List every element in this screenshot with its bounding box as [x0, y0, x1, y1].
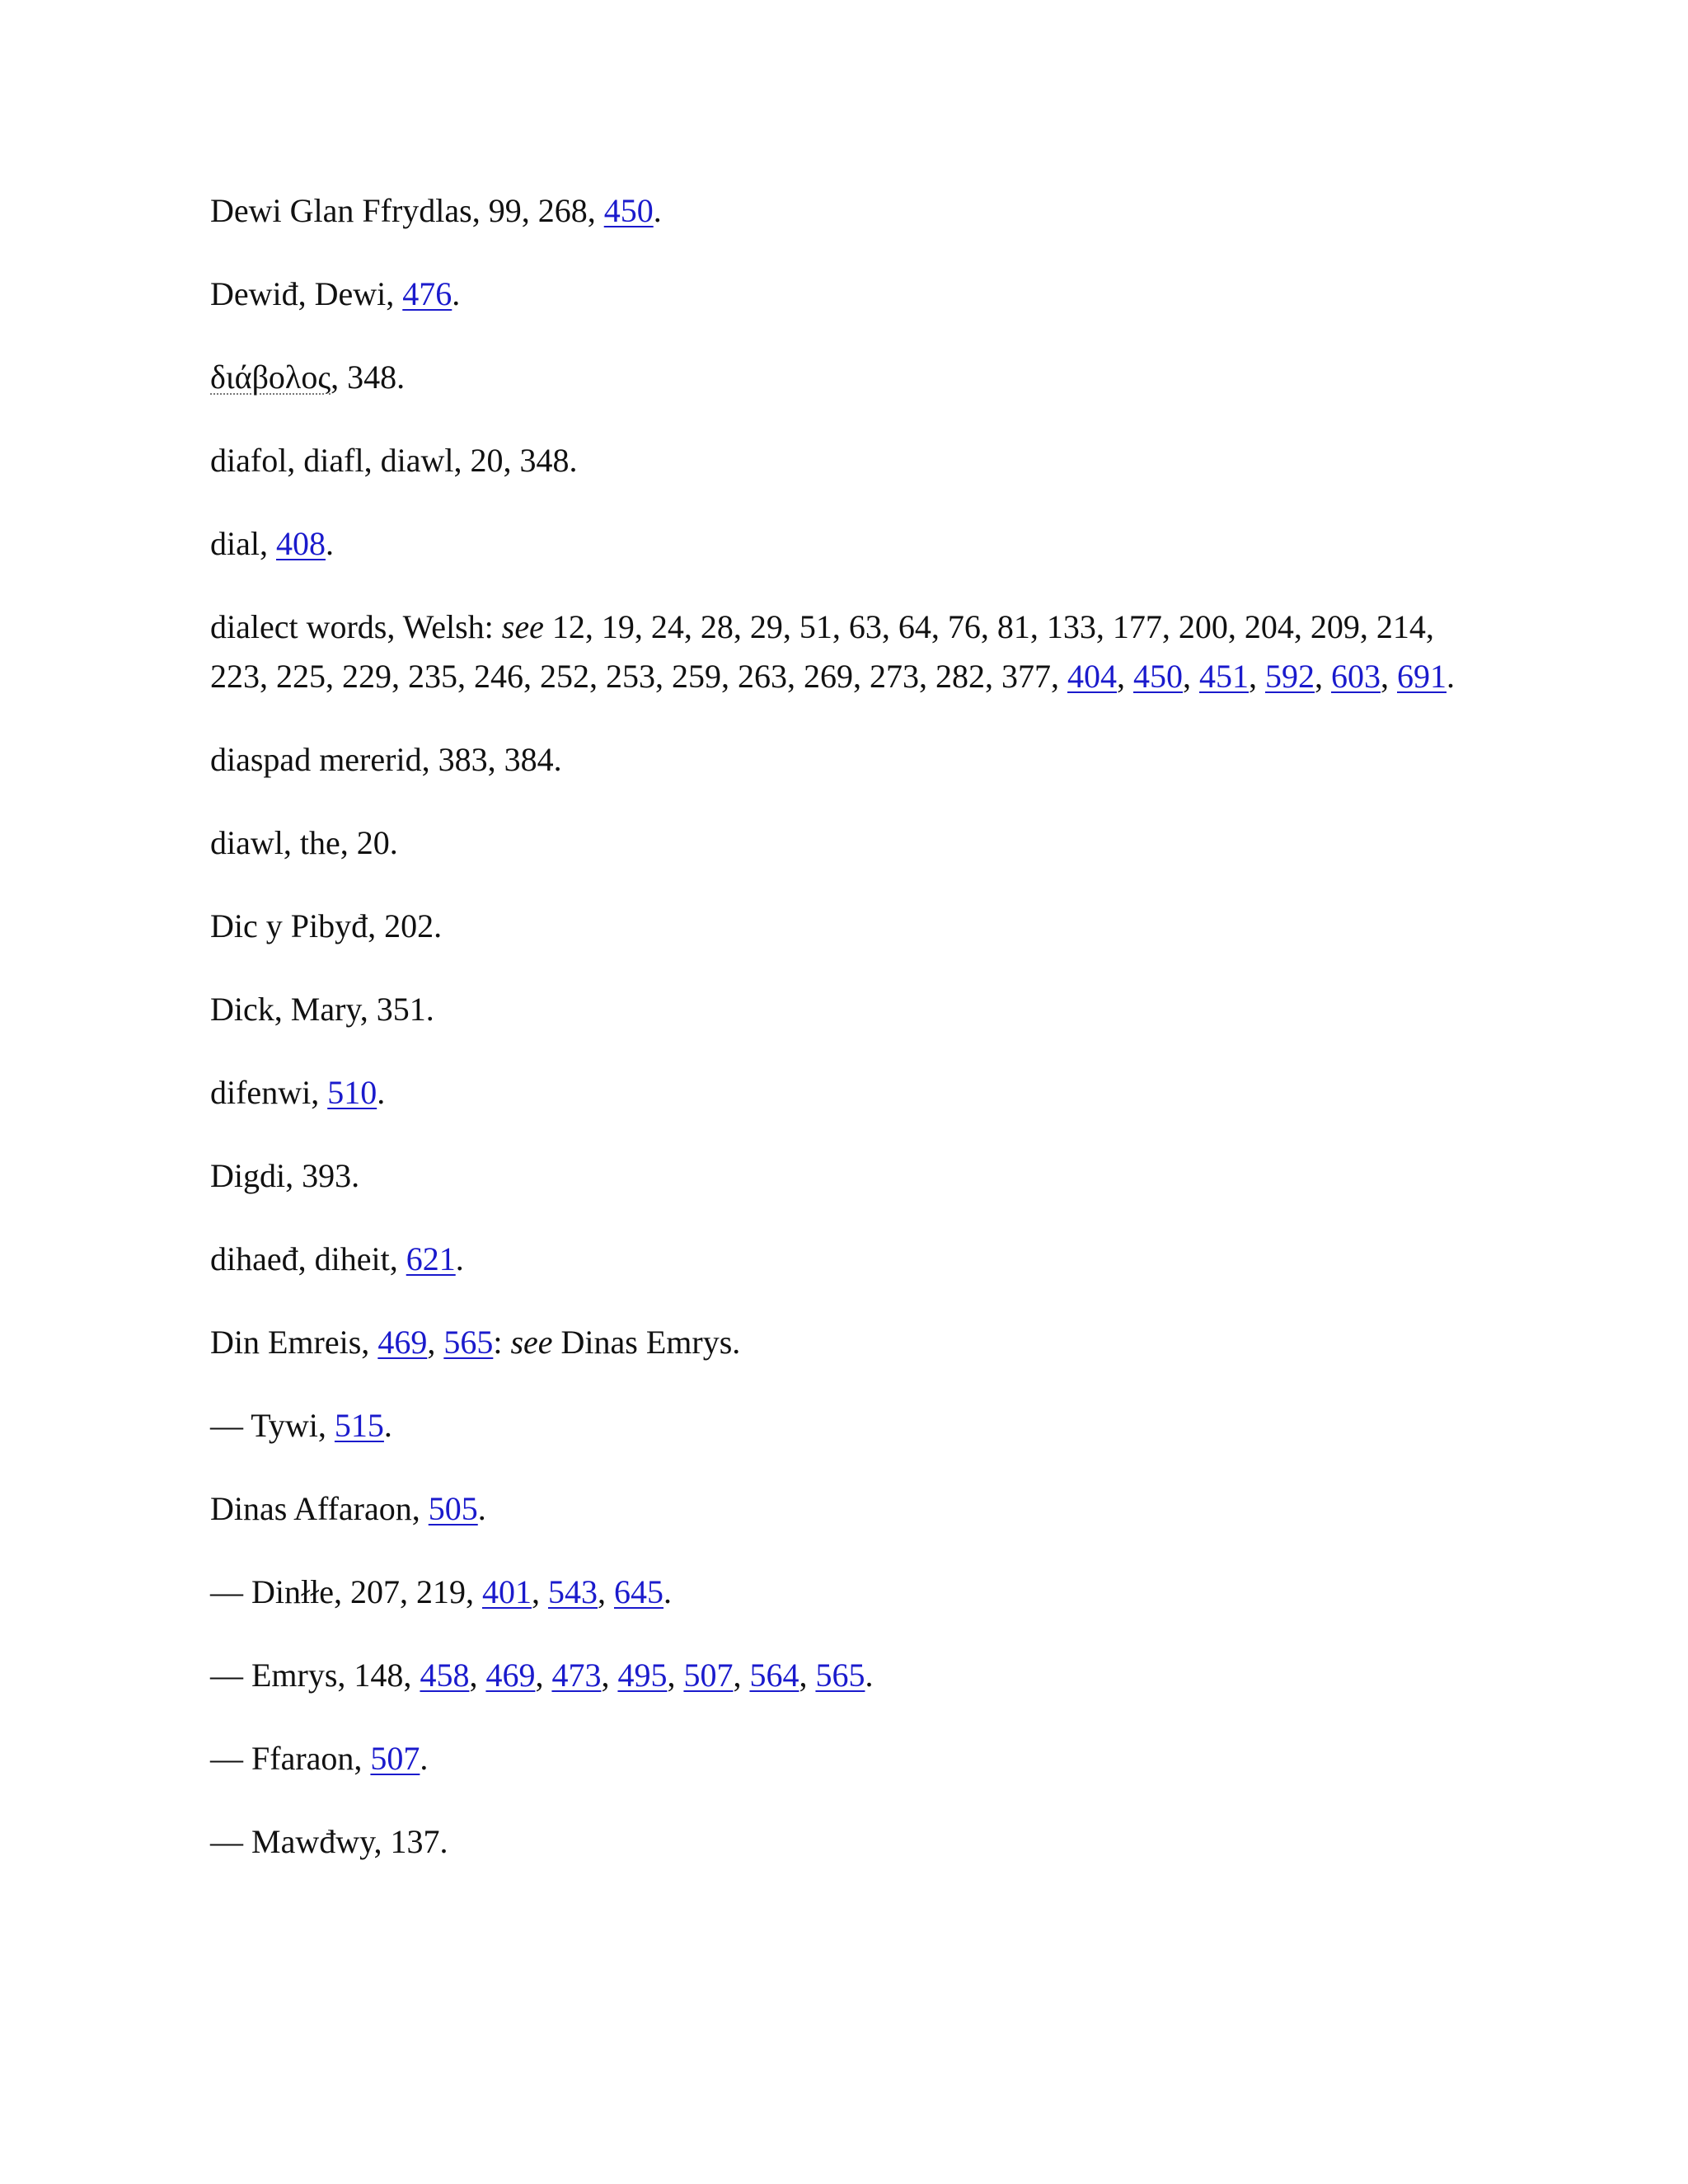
entry-text: . — [653, 192, 662, 229]
index-entry — [210, 353, 1496, 402]
entry-text: , — [733, 1657, 750, 1694]
page-reference-link[interactable]: 451 — [1199, 658, 1249, 695]
index-entry — [210, 1318, 1496, 1367]
page-reference-link[interactable]: 565 — [443, 1324, 494, 1361]
entry-text: Digdi, 393. — [210, 1157, 360, 1194]
entry-text: , — [1315, 658, 1331, 695]
entry-text: : — [493, 1324, 511, 1361]
entry-text: . — [383, 1407, 392, 1444]
entry-text: diaspad mererid, 383, 384. — [210, 741, 562, 778]
index-entry — [210, 1068, 1496, 1118]
entry-text: , — [535, 1657, 552, 1694]
page-reference-link[interactable]: 458 — [420, 1657, 470, 1694]
page-reference-link[interactable]: 645 — [613, 1573, 663, 1610]
index-entry — [210, 186, 1496, 236]
index-entry — [210, 1235, 1496, 1284]
entry-text: diawl, the, 20. — [210, 824, 398, 861]
entry-text: diafol, diafl, diawl, 20, 348. — [210, 442, 578, 479]
index-entries-list — [210, 186, 1496, 1900]
page-reference-link[interactable]: 469 — [485, 1657, 536, 1694]
entry-text: . — [420, 1740, 429, 1777]
page-reference-link[interactable]: 450 — [1133, 658, 1183, 695]
page-reference-link[interactable]: 691 — [1397, 658, 1447, 695]
entry-text: . — [477, 1490, 486, 1527]
index-entry — [210, 902, 1496, 951]
entry-text: . — [1447, 658, 1455, 695]
page-reference-link[interactable]: 507 — [683, 1657, 734, 1694]
entry-text: Dewi Glan Ffrydlas, 99, 268, — [210, 192, 604, 229]
index-entry — [210, 1151, 1496, 1201]
index-entry — [210, 1401, 1496, 1451]
entry-text: dial, — [210, 525, 276, 562]
entry-text: — Ffaraon, — [210, 1740, 371, 1777]
entry-text: , — [597, 1573, 614, 1610]
entry-text: — Dinłłe, 207, 219, — [210, 1573, 482, 1610]
page-reference-link[interactable]: 515 — [334, 1407, 384, 1444]
entry-text: , — [1183, 658, 1199, 695]
page-reference-link[interactable]: 476 — [402, 275, 452, 312]
entry-text: difenwi, — [210, 1074, 328, 1111]
page-reference-link[interactable]: 469 — [377, 1324, 428, 1361]
index-entry — [210, 818, 1496, 868]
entry-text: Dinas Affaraon, — [210, 1490, 429, 1527]
page-reference-link[interactable]: 408 — [275, 525, 326, 562]
page-reference-link[interactable]: 495 — [617, 1657, 668, 1694]
entry-text: — Mawđwy, 137. — [210, 1823, 448, 1860]
page-reference-link[interactable]: 473 — [551, 1657, 602, 1694]
page-reference-link[interactable]: 404 — [1067, 658, 1117, 695]
page-reference-link[interactable]: 507 — [370, 1740, 420, 1777]
entry-text: dihaeđ, diheit, — [210, 1240, 406, 1277]
page-reference-link[interactable]: 505 — [428, 1490, 478, 1527]
entry-text: Dic y Pibyđ, 202. — [210, 907, 443, 944]
entry-text: — Tywi, — [210, 1407, 335, 1444]
entry-text: . — [452, 275, 461, 312]
entry-text: 12, 19, 24, 28, 29, 51, 63, 64, 76, 81, 133, 177, 200, 204, 209, 214, 223, 225, 229, 235, 246, 252, 253, 259, 263, 269, 273, 282, 377, — [210, 608, 1434, 695]
entry-text: , — [427, 1324, 444, 1361]
entry-text: . — [455, 1240, 464, 1277]
page-reference-link[interactable]: 564 — [749, 1657, 799, 1694]
entry-text: — Emrys, 148, — [210, 1657, 420, 1694]
entry-text: Dinas Emrys. — [552, 1324, 741, 1361]
entry-text: Dick, Mary, 351. — [210, 991, 434, 1028]
index-entry — [210, 436, 1496, 485]
index-entry — [210, 1568, 1496, 1617]
index-entry — [210, 735, 1496, 785]
cross-reference-see: see — [501, 608, 544, 645]
page-reference-link[interactable]: 621 — [406, 1240, 456, 1277]
index-entry — [210, 602, 1496, 701]
entry-text: . — [325, 525, 334, 562]
entry-text: , — [1381, 658, 1397, 695]
page-reference-link[interactable]: 603 — [1331, 658, 1381, 695]
index-entry — [210, 1734, 1496, 1783]
index-entry — [210, 519, 1496, 569]
entry-text: , — [1117, 658, 1133, 695]
entry-text: . — [377, 1074, 386, 1111]
entry-text: . — [865, 1657, 874, 1694]
index-entry — [210, 269, 1496, 319]
entry-text: Dewiđ, Dewi, — [210, 275, 403, 312]
entry-text: , — [531, 1573, 548, 1610]
page-reference-link[interactable]: 510 — [327, 1074, 377, 1111]
entry-text: dialect words, Welsh: — [210, 608, 502, 645]
page-reference-link[interactable]: 401 — [481, 1573, 532, 1610]
entry-text: . — [663, 1573, 672, 1610]
index-entry — [210, 1651, 1496, 1700]
greek-term: διάβολος — [210, 359, 331, 396]
index-entry — [210, 985, 1496, 1034]
cross-reference-see: see — [510, 1324, 553, 1361]
entry-text: , — [469, 1657, 486, 1694]
page-reference-link[interactable]: 565 — [815, 1657, 865, 1694]
entry-text: , — [799, 1657, 816, 1694]
page-reference-link[interactable]: 543 — [547, 1573, 598, 1610]
page-reference-link[interactable]: 450 — [603, 192, 654, 229]
entry-text: , 348. — [331, 359, 406, 396]
index-entry — [210, 1484, 1496, 1534]
entry-text: , — [667, 1657, 684, 1694]
entry-text: , — [601, 1657, 618, 1694]
index-entry — [210, 1817, 1496, 1867]
entry-text: , — [1249, 658, 1265, 695]
page-reference-link[interactable]: 592 — [1265, 658, 1315, 695]
entry-text: Din Emreis, — [210, 1324, 378, 1361]
